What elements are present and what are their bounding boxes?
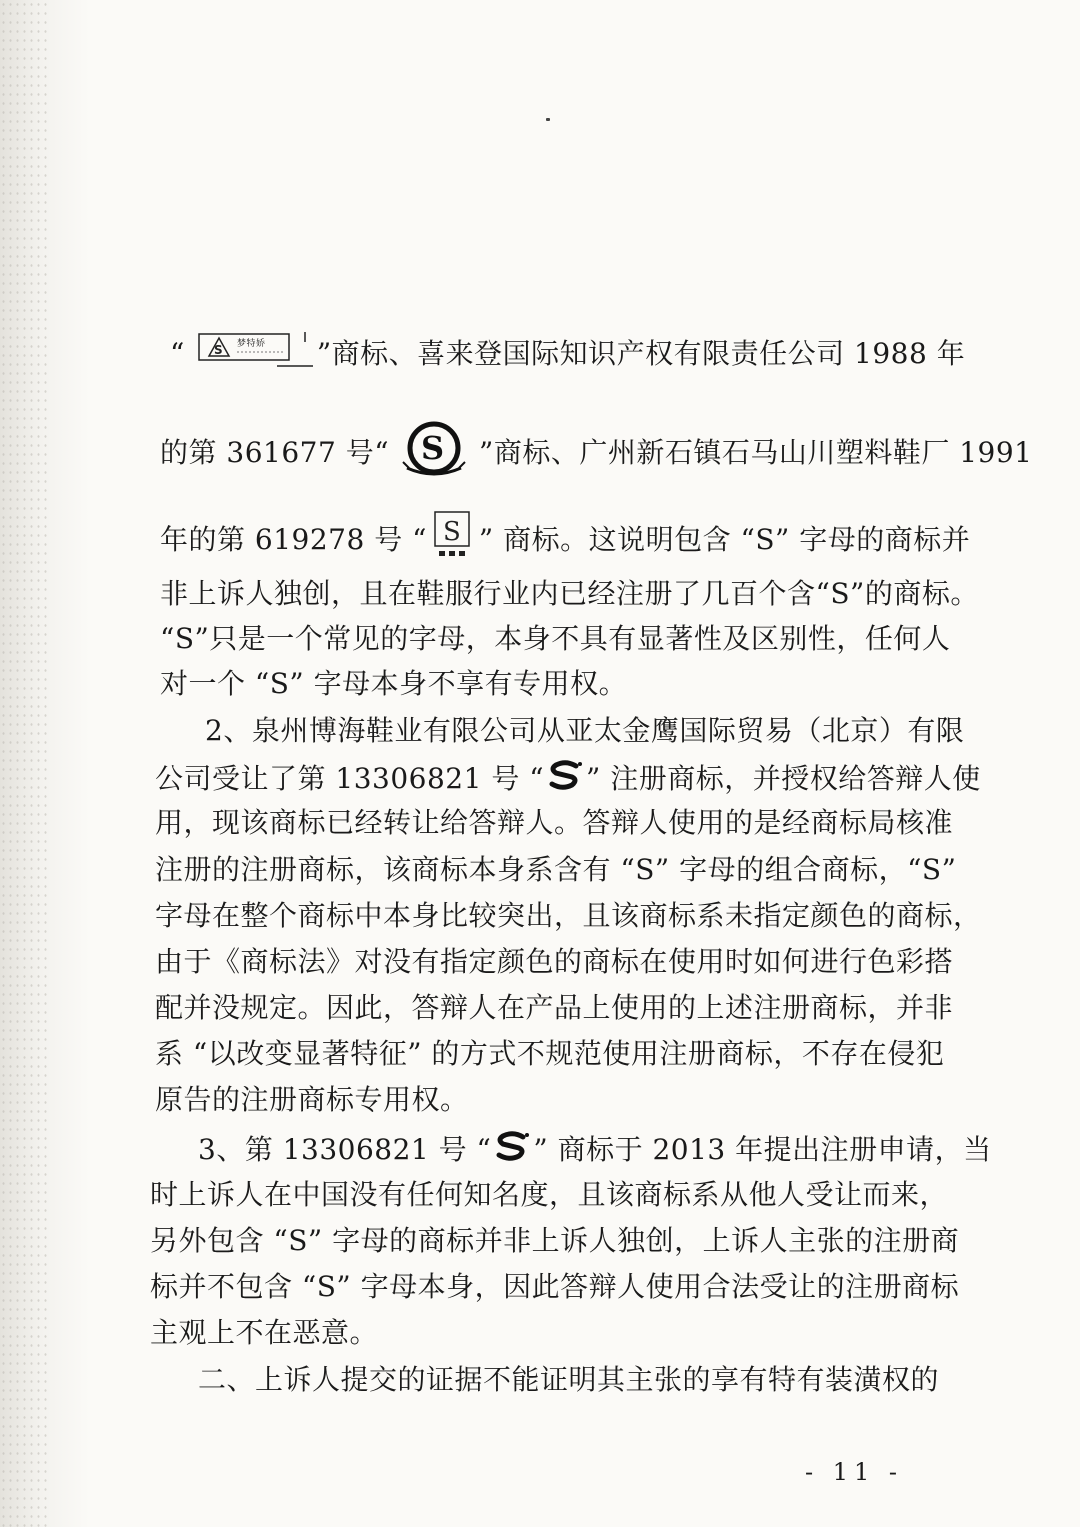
- trademark-logo-stylized-s: [546, 760, 584, 798]
- line-3-prefix: 年的第 619278 号 “: [160, 523, 427, 556]
- text-line-20: 主观上不在恶意。: [150, 1316, 379, 1349]
- line-2-suffix: ”商标、广州新石镇石马山川塑料鞋厂 1991: [479, 436, 1033, 469]
- line-8-prefix: 公司受让了第 13306821 号 “: [155, 762, 545, 795]
- text-line-6: 对一个 “S” 字母本身不享有专用权。: [160, 667, 628, 700]
- text-line-17: 时上诉人在中国没有任何知名度，且该商标系从他人受让而来，: [150, 1178, 949, 1211]
- line-1-prefix: “: [170, 337, 185, 370]
- text-line-14: 系 “以改变显著特征” 的方式不规范使用注册商标，不存在侵犯: [155, 1037, 945, 1070]
- text-line-9: 用，现该商标已经转让给答辩人。答辩人使用的是经商标局核准: [155, 806, 954, 839]
- trademark-logo-boxed-s: [187, 330, 315, 378]
- line-8-suffix: ” 注册商标，并授权给答辩人使: [586, 762, 981, 795]
- text-line-13: 配并没规定。因此，答辩人在产品上使用的上述注册商标，并非: [155, 991, 954, 1024]
- text-line-5: “S”只是一个常见的字母，本身不具有显著性及区别性，任何人: [160, 622, 951, 655]
- trademark-logo-circle-s: [391, 418, 477, 488]
- text-line-1: [170, 330, 965, 378]
- text-line-21: 二、上诉人提交的证据不能证明其主张的享有特有装潢权的: [198, 1363, 940, 1396]
- text-line-15: 原告的注册商标专用权。: [155, 1083, 469, 1116]
- scan-speck: [546, 118, 550, 121]
- text-line-11: 字母在整个商标中本身比较突出，且该商标系未指定颜色的商标，: [155, 899, 982, 932]
- third-logo-letter: S: [442, 517, 462, 547]
- text-line-2: [160, 418, 1033, 488]
- page-number: - 11 -: [805, 1458, 904, 1486]
- line-3-suffix: ” 商标。这说明包含 “S” 字母的商标并: [478, 523, 971, 556]
- line-16-suffix: ” 商标于 2013 年提出注册申请，当: [533, 1133, 992, 1166]
- text-line-7: 2、泉州博海鞋业有限公司从亚太金鹰国际贸易（北京）有限: [205, 714, 965, 747]
- first-logo-text: 梦特娇: [236, 339, 266, 349]
- line-16-prefix: 3、第 13306821 号 “: [198, 1133, 492, 1166]
- text-line-3: [160, 510, 970, 570]
- line-1-suffix: ”商标、喜来登国际知识产权有限责任公司 1988 年: [316, 337, 966, 370]
- svg-text:S: S: [213, 343, 223, 357]
- svg-text:S: S: [421, 429, 445, 467]
- text-line-18: 另外包含 “S” 字母的商标并非上诉人独创，上诉人主张的注册商: [150, 1224, 960, 1257]
- text-line-4: 非上诉人独创，且在鞋服行业内已经注册了几百个含“S”的商标。: [160, 577, 979, 610]
- text-line-19: 标并不包含 “S” 字母本身，因此答辩人使用合法受让的注册商标: [150, 1270, 960, 1303]
- text-line-10: 注册的注册商标，该商标本身系含有 “S” 字母的组合商标，“S”: [155, 853, 957, 886]
- text-line-8: [155, 760, 981, 798]
- text-line-12: 由于《商标法》对没有指定颜色的商标在使用时如何进行色彩搭: [155, 945, 954, 978]
- scan-edge-noise: [0, 0, 48, 1527]
- trademark-logo-square-s: [429, 510, 477, 570]
- trademark-logo-stylized-s-2: [493, 1131, 531, 1169]
- text-line-16: [198, 1131, 992, 1169]
- line-2-prefix: 的第 361677 号“: [160, 436, 390, 469]
